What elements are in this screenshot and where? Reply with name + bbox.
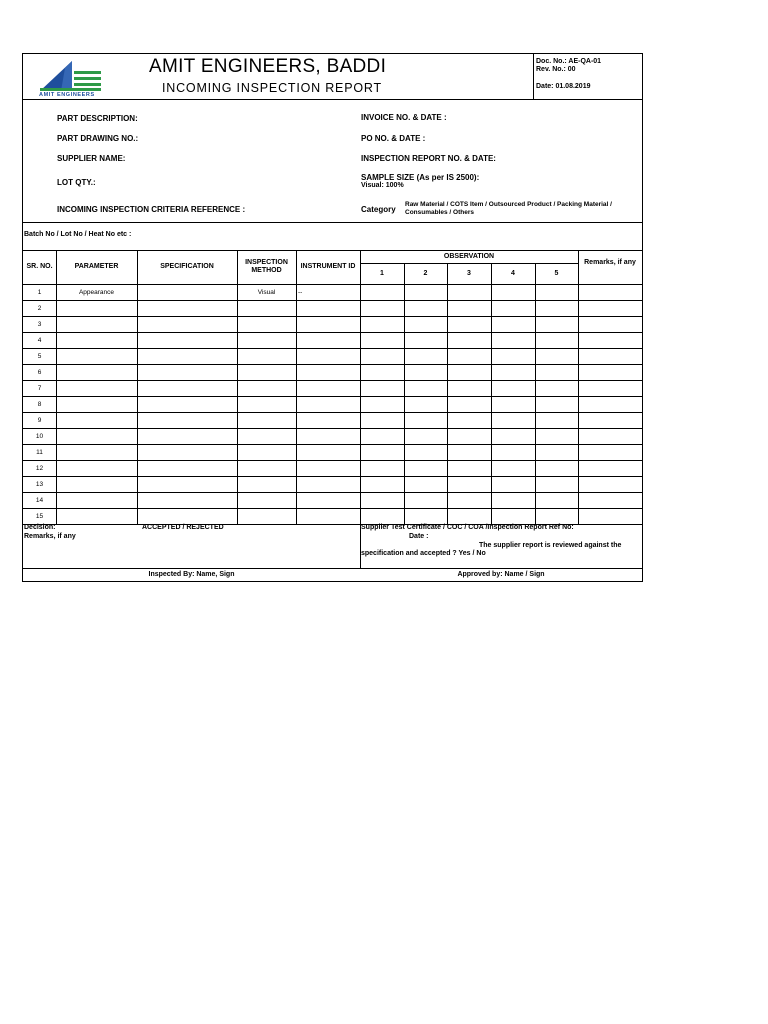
parameter-cell bbox=[56, 380, 137, 396]
accepted-rejected: ACCEPTED / REJECTED bbox=[142, 524, 224, 531]
header-method-line1: INSPECTION bbox=[245, 259, 288, 266]
sr-no-cell: 13 bbox=[35, 480, 44, 488]
header-parameter: PARAMETER bbox=[74, 263, 119, 270]
parameter-cell bbox=[56, 444, 137, 460]
category-options-line1: Raw Material / COTS Item / Outsourced Product / Packing Material / bbox=[405, 201, 612, 208]
method-cell bbox=[237, 460, 296, 476]
table-row bbox=[23, 380, 642, 396]
table-row bbox=[23, 412, 642, 428]
inspection-report-no-label: INSPECTION REPORT NO. & DATE: bbox=[361, 154, 496, 163]
table-row bbox=[23, 316, 642, 332]
parameter-cell bbox=[56, 396, 137, 412]
supplier-name-label: SUPPLIER NAME: bbox=[57, 154, 126, 163]
company-title: AMIT ENGINEERS, BADDI bbox=[149, 56, 387, 77]
batch-line: Batch No / Lot No / Heat No etc : bbox=[24, 231, 132, 238]
report-title: INCOMING INSPECTION REPORT bbox=[162, 81, 382, 95]
reviewed-line1: The supplier report is reviewed against the bbox=[479, 542, 622, 549]
parameter-cell bbox=[56, 476, 137, 492]
category-options-line2: Consumables / Others bbox=[405, 209, 474, 216]
supplier-cert-label: Supplier Test Certificate / COC / COA /Inspection Report Ref No: bbox=[361, 524, 574, 531]
parameter-cell bbox=[56, 508, 137, 524]
table-row bbox=[23, 396, 642, 412]
table-row bbox=[23, 284, 642, 300]
criteria-reference-label: INCOMING INSPECTION CRITERIA REFERENCE : bbox=[57, 205, 246, 214]
reviewed-line2: specification and accepted ? Yes / No bbox=[361, 550, 486, 557]
instrument-cell: -- bbox=[298, 288, 303, 296]
inspection-report-form bbox=[22, 53, 643, 582]
header-specification: SPECIFICATION bbox=[160, 263, 214, 270]
header-obs-5: 5 bbox=[554, 269, 559, 277]
method-cell bbox=[237, 492, 296, 508]
method-cell bbox=[237, 508, 296, 524]
sr-no-cell: 10 bbox=[35, 432, 44, 440]
method-cell bbox=[237, 316, 296, 332]
method-cell bbox=[237, 444, 296, 460]
sr-no-cell: 8 bbox=[37, 400, 42, 408]
company-logo bbox=[37, 58, 107, 100]
sr-no-cell: 7 bbox=[37, 384, 42, 392]
parameter-cell bbox=[56, 428, 137, 444]
parameter-cell bbox=[56, 332, 137, 348]
header-obs-1: 1 bbox=[380, 269, 384, 277]
category-label: Category bbox=[361, 205, 396, 214]
sr-no-cell: 9 bbox=[37, 416, 42, 424]
po-label: PO NO. & DATE : bbox=[361, 134, 426, 143]
part-drawing-label: PART DRAWING NO.: bbox=[57, 134, 139, 143]
supplier-cert-date: Date : bbox=[409, 533, 429, 540]
sr-no-cell: 12 bbox=[35, 464, 44, 472]
parameter-cell bbox=[56, 412, 137, 428]
method-cell bbox=[237, 332, 296, 348]
header-inspection-method bbox=[237, 250, 296, 284]
parameter-cell bbox=[56, 492, 137, 508]
rev-no: Rev. No.: 00 bbox=[536, 66, 576, 73]
inspected-by: Inspected By: Name, Sign bbox=[148, 571, 235, 578]
header-instrument-id: INSTRUMENT ID bbox=[300, 263, 356, 270]
parameter-cell bbox=[56, 348, 137, 364]
table-row bbox=[23, 444, 642, 460]
table-row bbox=[23, 460, 642, 476]
method-cell bbox=[237, 428, 296, 444]
sr-no-cell: 6 bbox=[37, 368, 42, 376]
parameter-cell bbox=[56, 364, 137, 380]
method-cell bbox=[237, 364, 296, 380]
part-description-label: PART DESCRIPTION: bbox=[57, 114, 138, 123]
lot-qty-label: LOT QTY.: bbox=[57, 178, 96, 187]
sr-no-cell: 11 bbox=[36, 448, 43, 456]
method-cell bbox=[237, 476, 296, 492]
sr-no-cell: 5 bbox=[37, 352, 42, 360]
method-cell bbox=[237, 412, 296, 428]
table-row bbox=[23, 364, 642, 380]
header-obs-4: 4 bbox=[511, 269, 515, 277]
logo-text: AMIT ENGINEERS bbox=[39, 92, 95, 98]
sr-no-cell: 15 bbox=[35, 512, 44, 520]
decision-label: Decision: bbox=[24, 524, 56, 531]
table-row bbox=[23, 492, 642, 508]
parameter-cell: Appearance bbox=[78, 288, 115, 296]
sr-no-cell: 14 bbox=[35, 496, 44, 504]
method-cell bbox=[237, 380, 296, 396]
parameter-cell bbox=[56, 460, 137, 476]
parameter-cell bbox=[56, 316, 137, 332]
method-cell bbox=[237, 300, 296, 316]
doc-no: Doc. No.: AE-QA-01 bbox=[536, 58, 602, 65]
header-method-line2: METHOD bbox=[251, 267, 282, 274]
sample-size-label: SAMPLE SIZE (As per IS 2500): bbox=[361, 173, 480, 182]
header-obs-2: 2 bbox=[423, 269, 428, 277]
method-cell: Visual bbox=[257, 288, 276, 296]
sr-no-cell: 3 bbox=[37, 320, 42, 328]
header-observation: OBSERVATION bbox=[443, 252, 495, 260]
table-row bbox=[23, 428, 642, 444]
table-row bbox=[23, 508, 642, 524]
header-remarks: Remarks, if any bbox=[584, 259, 636, 266]
invoice-label: INVOICE NO. & DATE : bbox=[361, 113, 447, 122]
doc-date: Date: 01.08.2019 bbox=[536, 83, 591, 90]
header-sr-no: SR. NO. bbox=[26, 263, 53, 270]
parameter-cell bbox=[56, 300, 137, 316]
table-row bbox=[23, 332, 642, 348]
sr-no-cell: 2 bbox=[37, 304, 42, 312]
table-row bbox=[23, 300, 642, 316]
method-cell bbox=[237, 396, 296, 412]
visual-label: Visual: 100% bbox=[361, 182, 404, 189]
method-cell bbox=[237, 348, 296, 364]
remarks-label: Remarks, if any bbox=[24, 533, 76, 540]
table-row bbox=[23, 348, 642, 364]
header-obs-3: 3 bbox=[467, 269, 471, 277]
approved-by: Approved by: Name / Sign bbox=[457, 571, 545, 578]
sr-no-cell: 1 bbox=[37, 288, 42, 296]
table-row bbox=[23, 476, 642, 492]
sr-no-cell: 4 bbox=[37, 336, 42, 344]
